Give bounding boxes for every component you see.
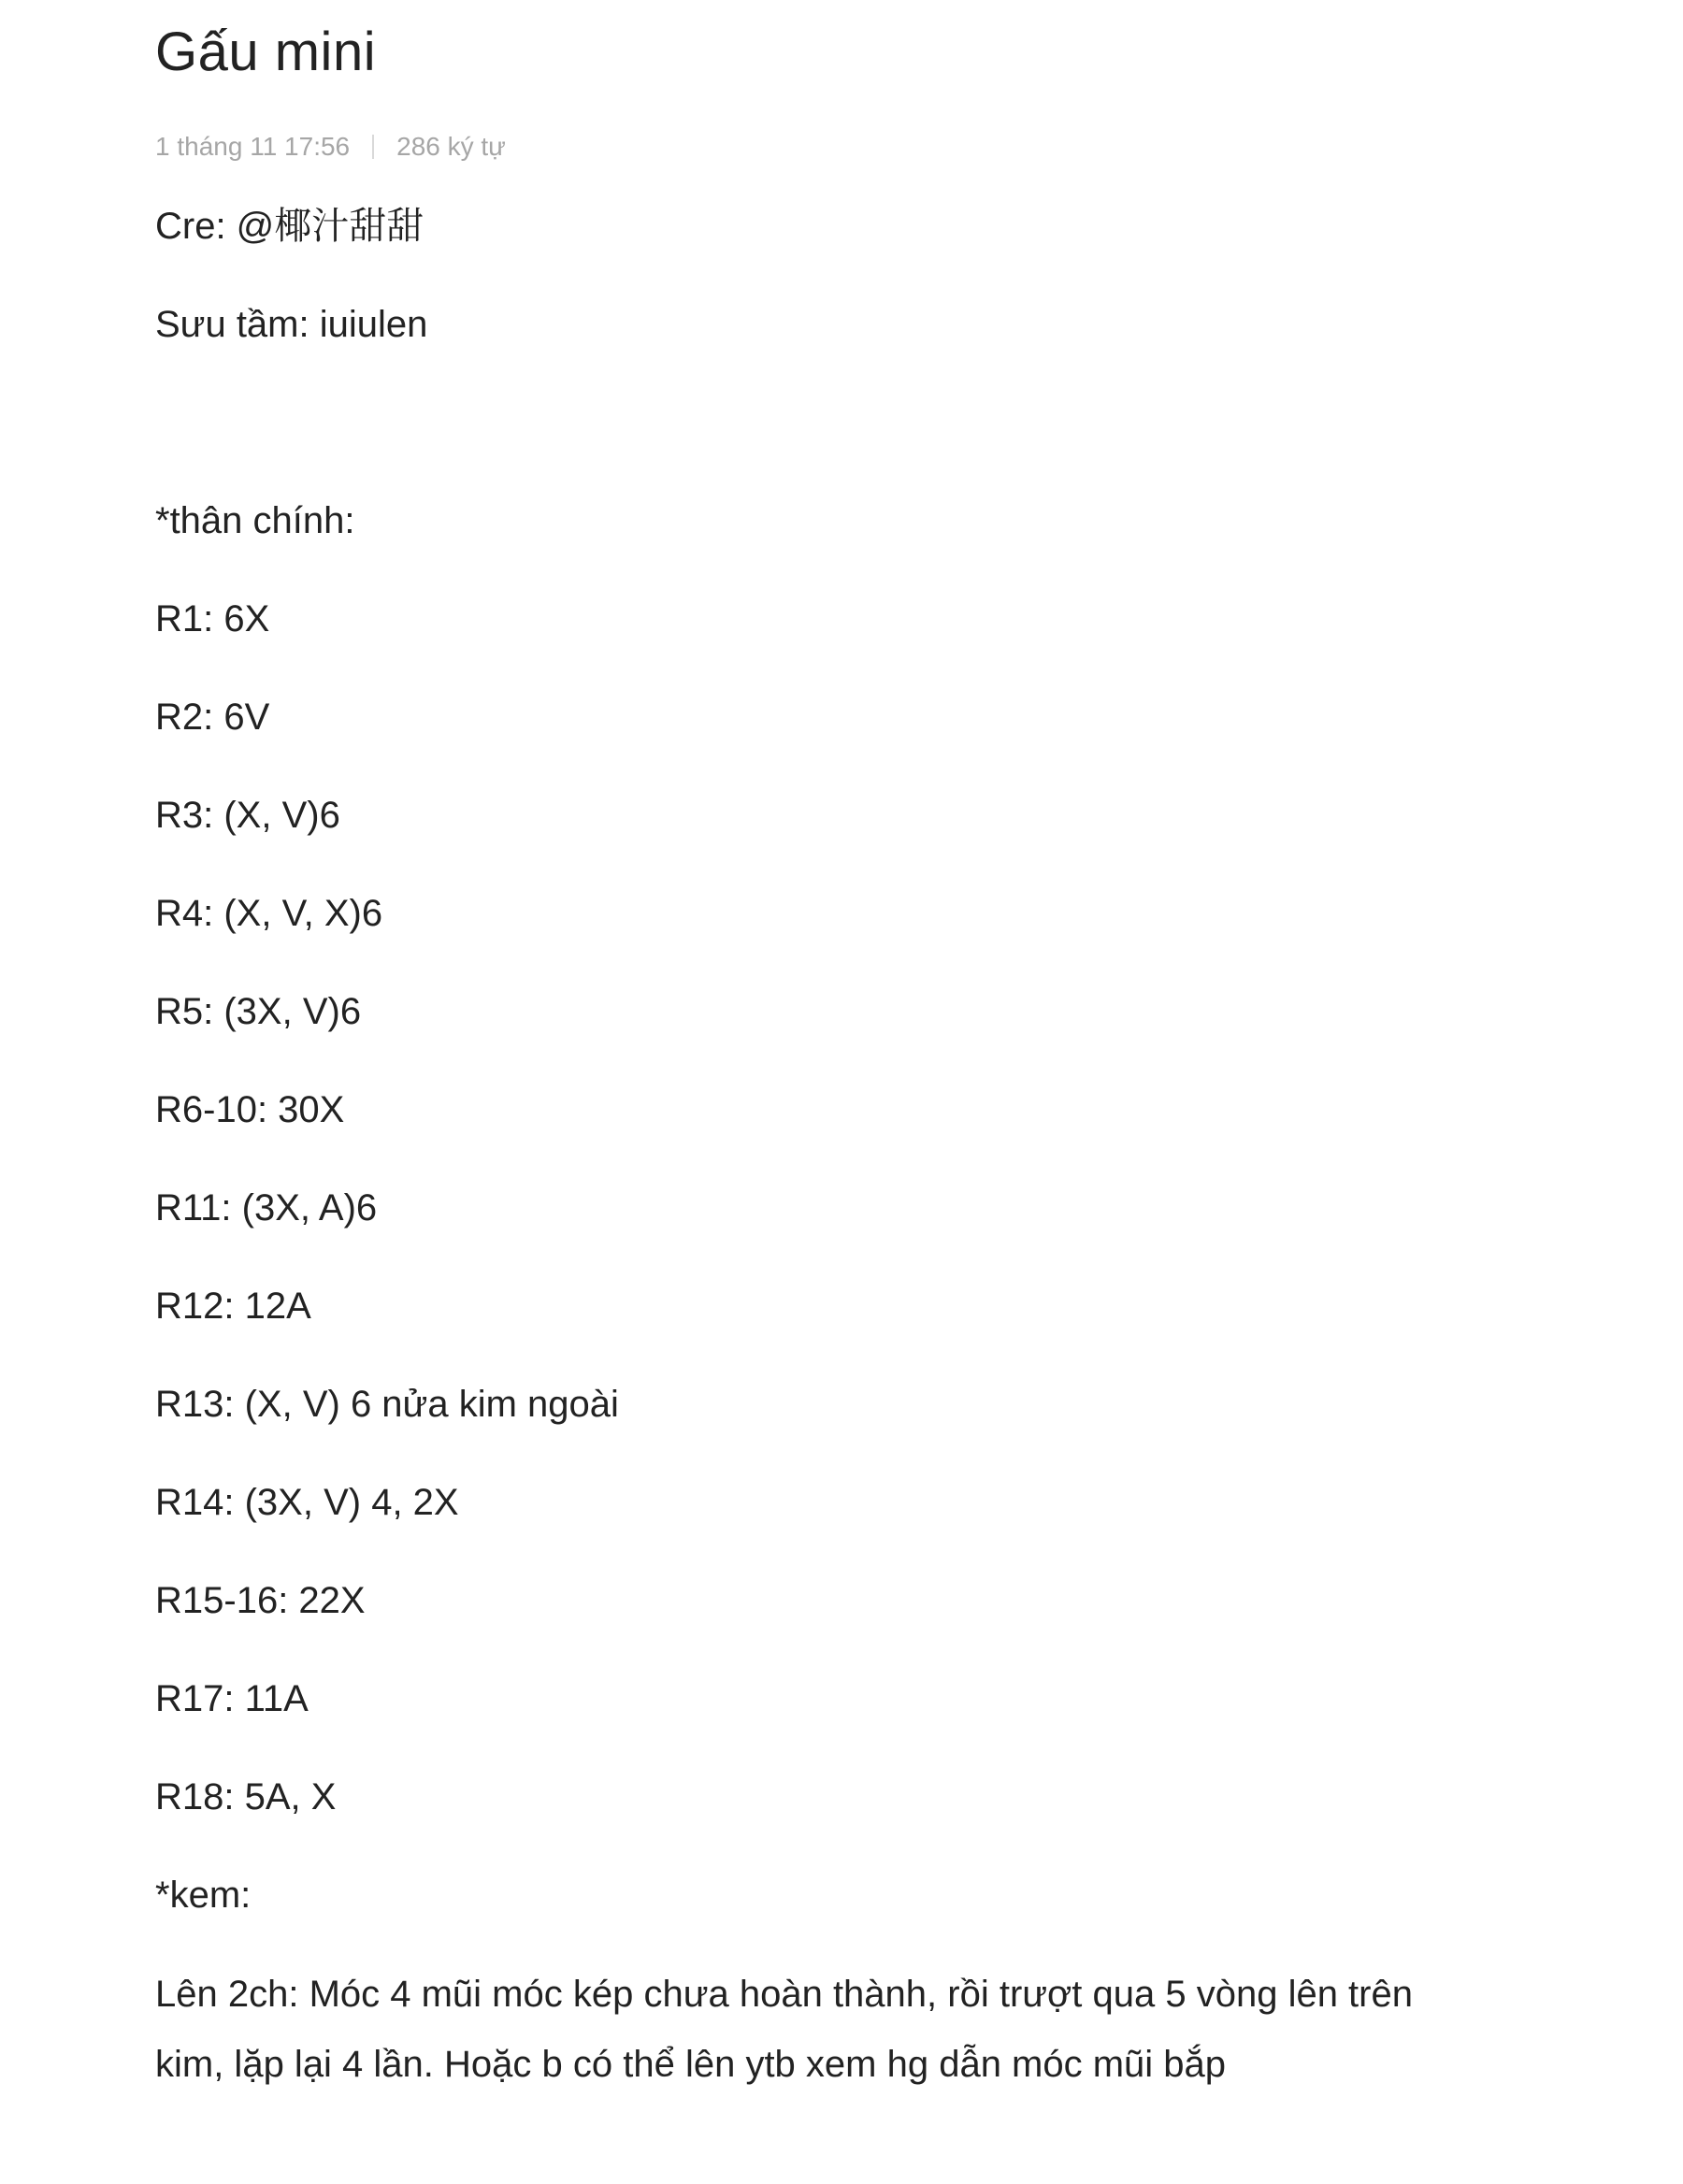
note-body[interactable]: [155, 204, 1539, 2100]
note-char-count: 286 ký tự: [396, 132, 506, 161]
note-line-round: R1: 6X: [155, 598, 270, 639]
note-line-section-cream: *kem:: [155, 1875, 252, 1916]
note-paragraph-instructions: Lên 2ch: Móc 4 mũi móc kép chưa hoàn thành, rồi trượt qua 5 vòng lên trên kim, lặp lại 4 lần. Hoặc b có thể lên ytb xem hg dẫn móc mũi bắp: [155, 1974, 1413, 2085]
note-line-round: R17: 11A: [155, 1678, 309, 1719]
note-line-round: R11: (3X, A)6: [155, 1187, 378, 1228]
note-line-round: R13: (X, V) 6 nửa kim ngoài: [155, 1384, 619, 1425]
note-line-collector: Sưu tầm: iuiulen: [155, 304, 428, 345]
note-line-credit: Cre: @椰汁甜甜: [155, 206, 424, 247]
note-date: 1 tháng 11 17:56: [155, 132, 351, 161]
note-title[interactable]: Gấu mini: [155, 22, 377, 82]
note-line-round: R12: 12A: [155, 1286, 311, 1327]
note-line-round: R15-16: 22X: [155, 1580, 366, 1621]
note-meta: [155, 131, 1539, 163]
note-line-round: R5: (3X, V)6: [155, 991, 362, 1032]
note-line-round: R3: (X, V)6: [155, 795, 340, 836]
note-line-round: R2: 6V: [155, 697, 270, 738]
note-line-empty: [155, 400, 1539, 445]
note-view: [155, 0, 1539, 2100]
note-line-round: R18: 5A, X: [155, 1776, 337, 1818]
note-line-round: R14: (3X, V) 4, 2X: [155, 1482, 459, 1523]
note-line-section-body: *thân chính:: [155, 500, 355, 541]
note-line-round: R4: (X, V, X)6: [155, 893, 383, 934]
note-line-round: R6-10: 30X: [155, 1089, 345, 1130]
meta-divider: [372, 135, 374, 159]
